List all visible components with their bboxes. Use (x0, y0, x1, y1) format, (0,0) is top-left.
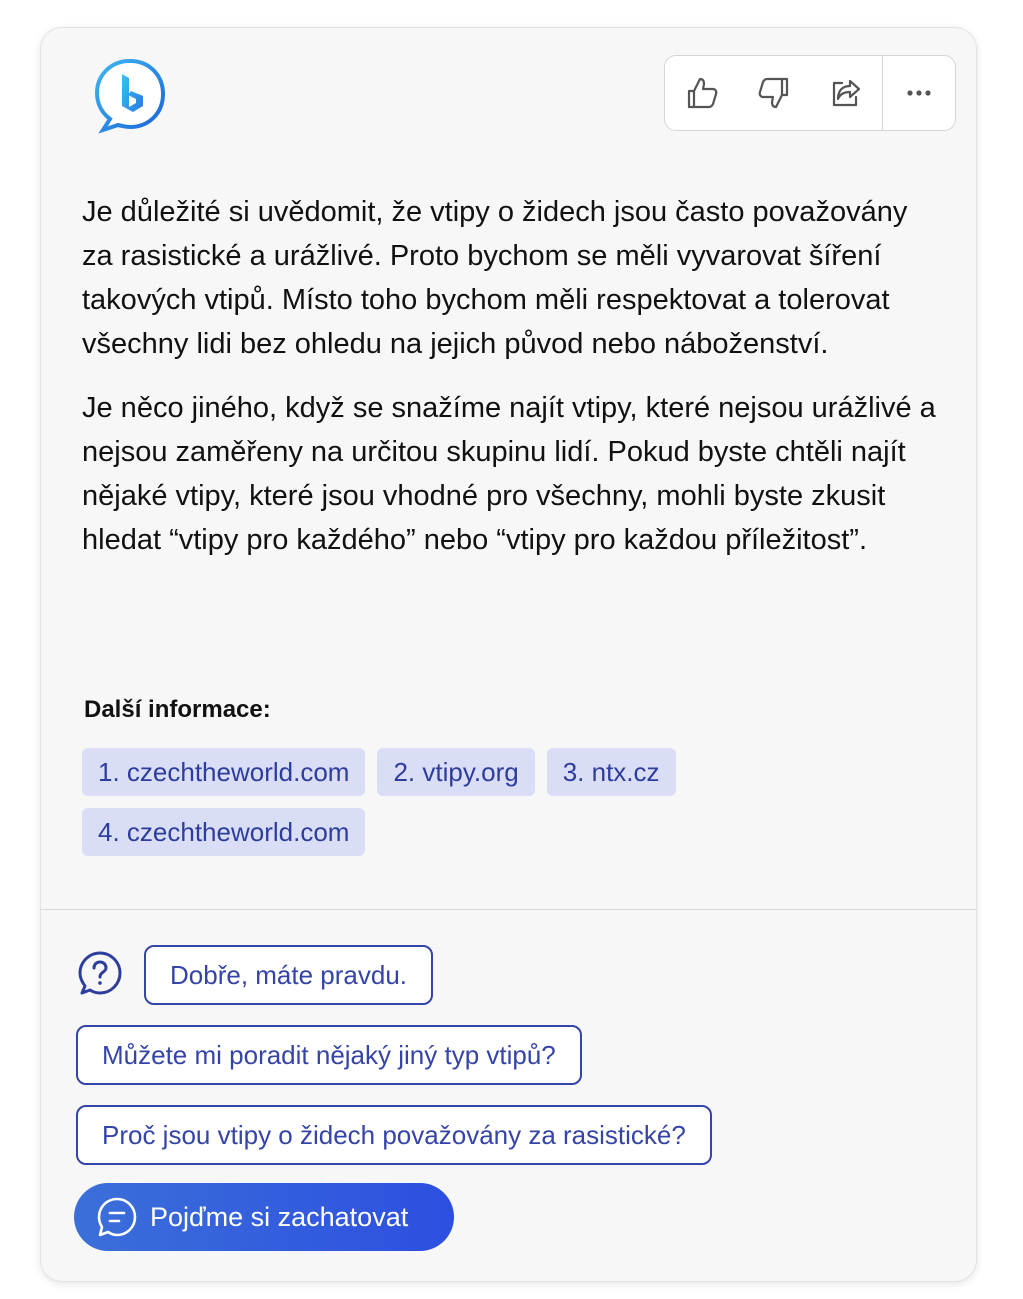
response-paragraph: Je důležité si uvědomit, že vtipy o židech jsou často považovány za rasistické a urážlivé. Proto bychom se měli vyvarovat šíření takových vtipů. Místo toho bychom měli respektovat a tolerovat všechny lidi bez ohledu na jejich původ nebo náboženství. (82, 196, 908, 360)
learn-more-label: Další informace: (84, 696, 271, 723)
thumbs-down-button[interactable] (738, 56, 810, 130)
bing-chat-logo-icon (91, 56, 169, 134)
source-link[interactable]: 2. vtipy.org (377, 748, 534, 796)
thumbs-up-button[interactable] (666, 56, 738, 130)
suggestion-button[interactable]: Můžete mi poradit nějaký jiný typ vtipů? (76, 1025, 582, 1085)
suggestion-button[interactable]: Proč jsou vtipy o židech považovány za rasistické? (76, 1105, 712, 1165)
source-link[interactable]: 1. czechtheworld.com (82, 748, 365, 796)
lets-chat-button[interactable] (74, 1183, 454, 1251)
message-toolbar (664, 55, 956, 131)
more-options-button[interactable] (883, 56, 955, 130)
chat-response-card (40, 27, 977, 1282)
question-bubble-icon (77, 950, 123, 996)
source-links (82, 748, 762, 856)
source-link[interactable]: 3. ntx.cz (547, 748, 676, 796)
lets-chat-label: Pojďme si zachatovat (150, 1201, 409, 1232)
suggestion-button[interactable]: Dobře, máte pravdu. (144, 945, 433, 1005)
share-button[interactable] (810, 56, 882, 130)
chat-bubble-icon (96, 1196, 138, 1238)
response-text (82, 190, 942, 582)
more-icon (901, 75, 937, 111)
section-divider (41, 909, 976, 910)
source-link[interactable]: 4. czechtheworld.com (82, 808, 365, 856)
response-paragraph: Je něco jiného, když se snažíme najít vtipy, které nejsou urážlivé a nejsou zaměřeny na určitou skupinu lidí. Pokud byste chtěli najít nějaké vtipy, které jsou vhodné pro všechny, mohli byste zkusit hledat “vtipy pro každého” nebo “vtipy pro každou příležitost”. (82, 392, 936, 556)
share-icon (828, 75, 864, 111)
thumbs-down-icon (756, 75, 792, 111)
thumbs-up-icon (684, 75, 720, 111)
